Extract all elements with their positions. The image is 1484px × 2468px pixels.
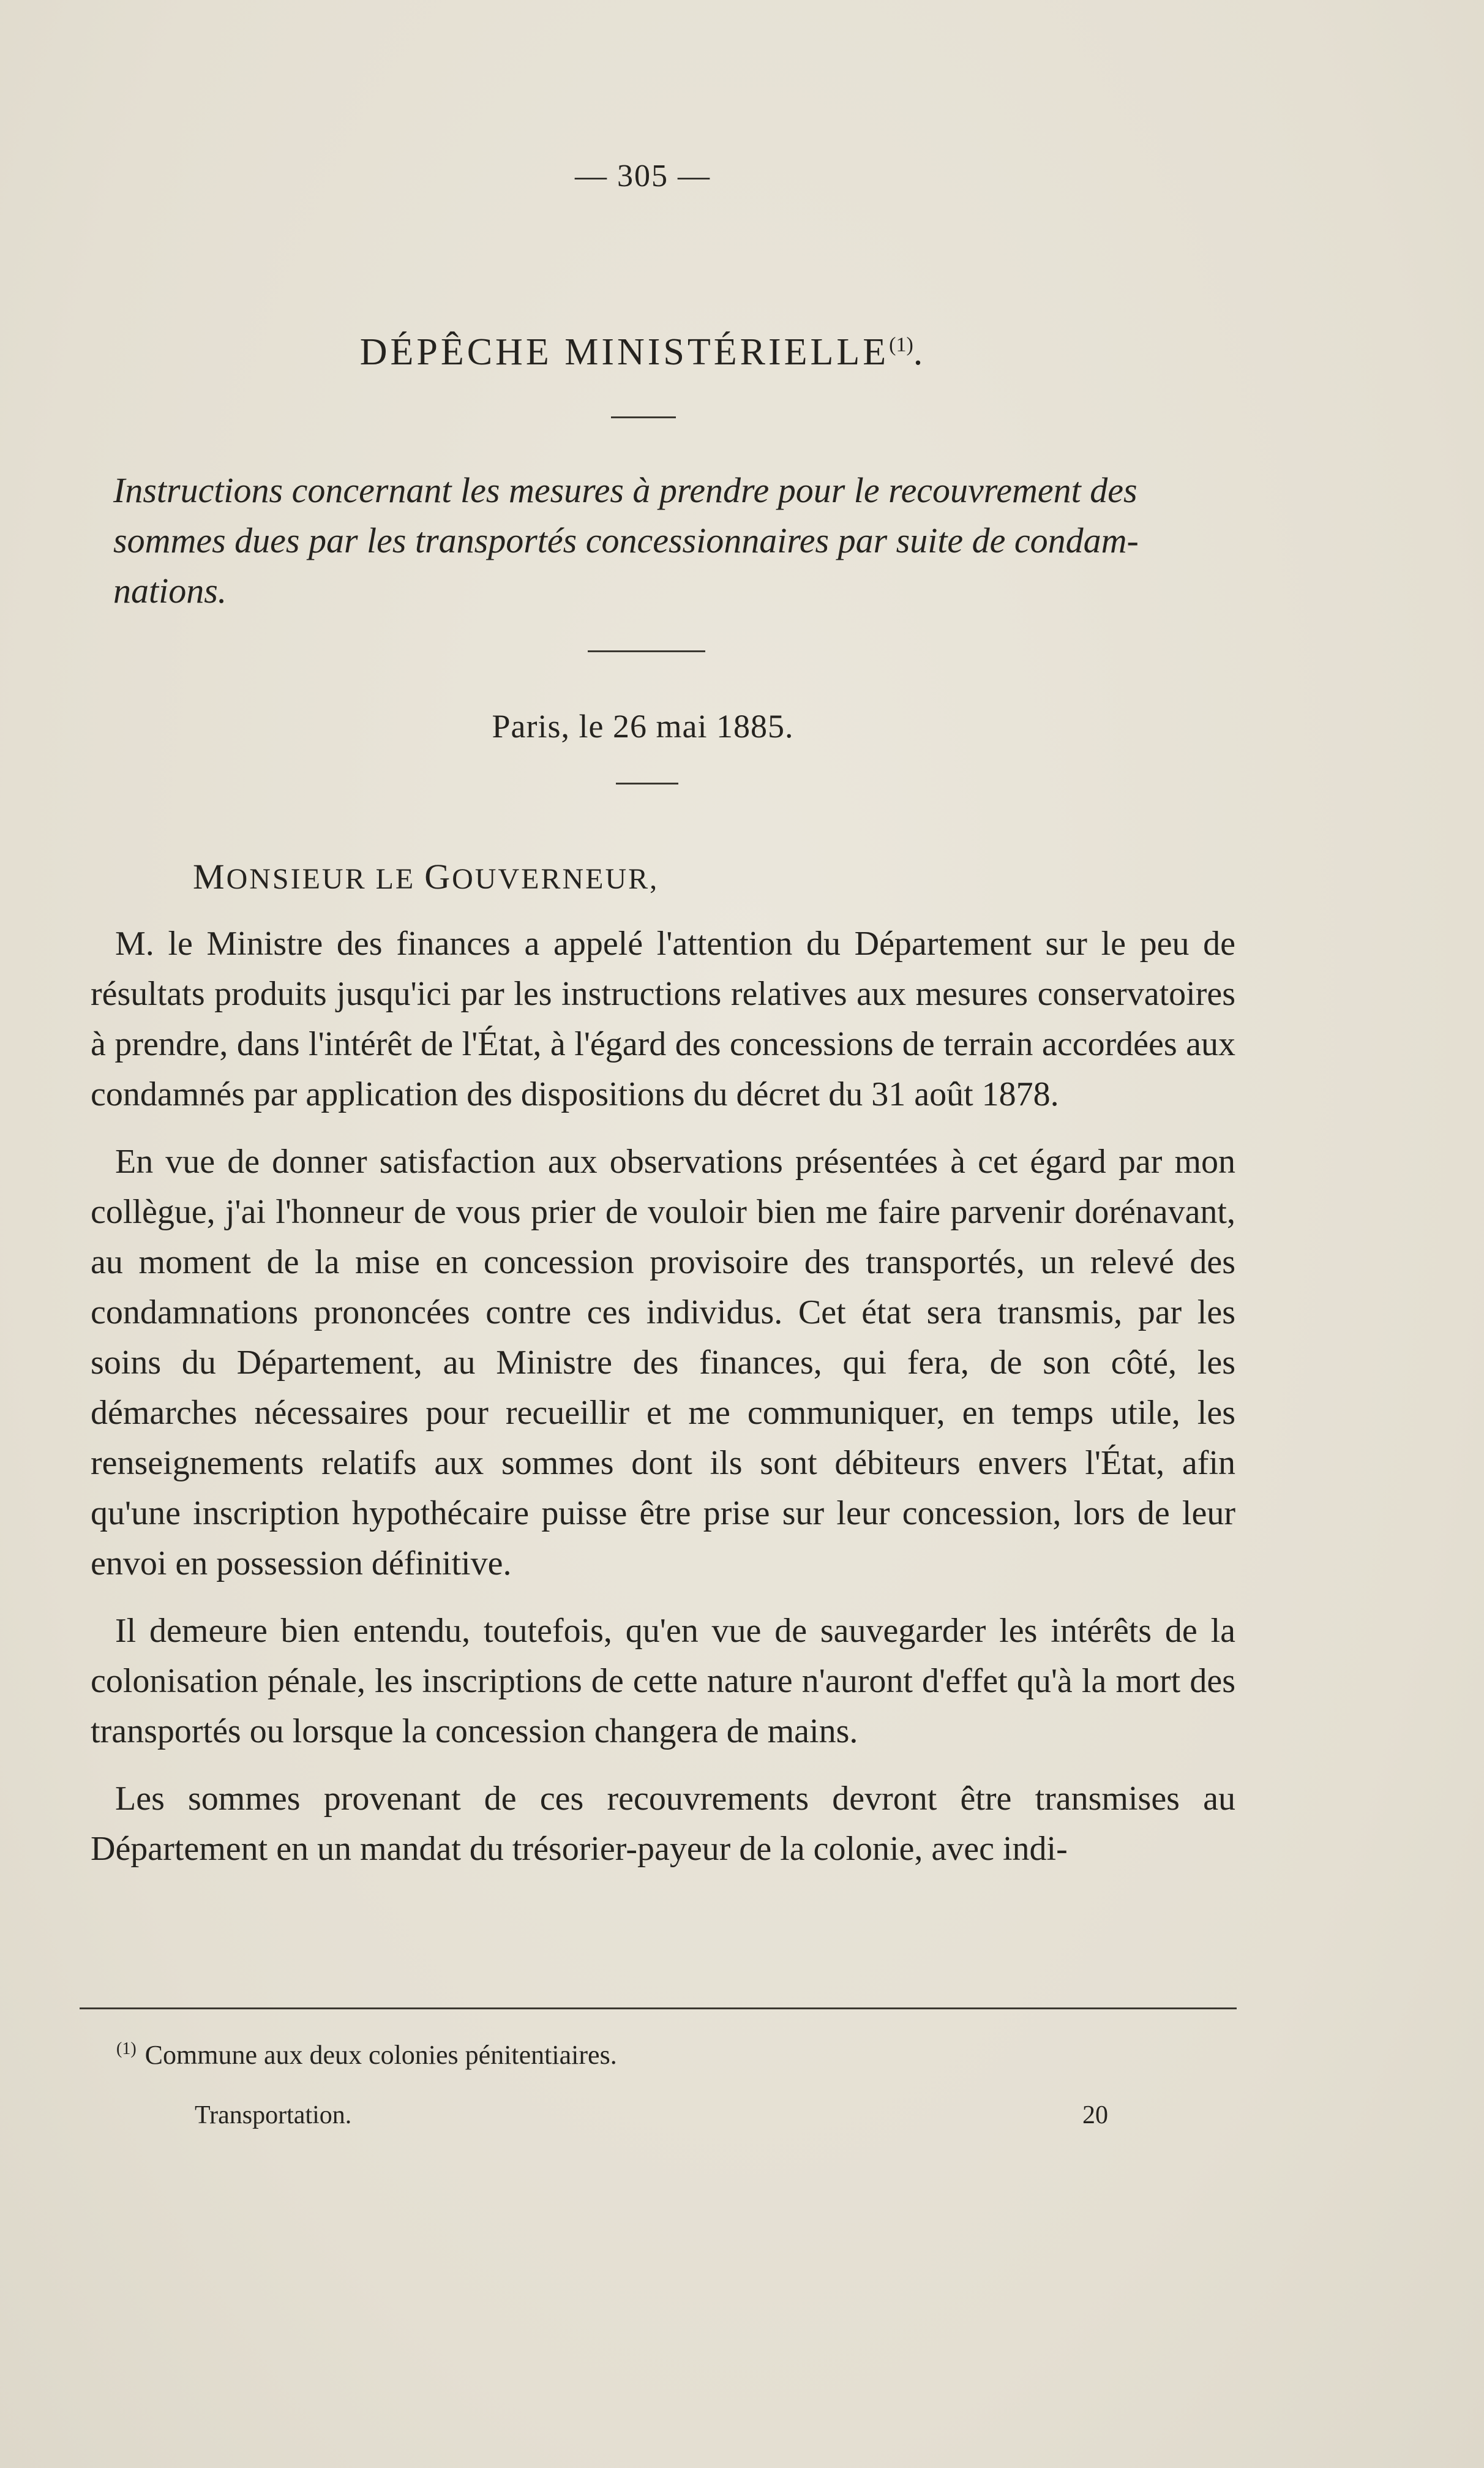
salutation-cap-m: M [193, 857, 227, 897]
footnote-text: Commune aux deux colonies pénitentiaires. [144, 2040, 617, 2070]
title-rule [611, 416, 676, 418]
letter-body [91, 919, 1235, 1891]
body-paragraph: M. le Ministre des finances a appelé l'attention du Département sur le peu de résultats produits jusqu'ici par les instructions relatives aux mesures conservatoires à prendre, dans l'intérêt de l'État, à l'égard des concessions de terrain accordées aux condamnés par application des dispositions du décret du 31 août 1878. [91, 925, 1235, 1113]
title-footnote-mark: (1) [889, 333, 913, 356]
dateline-rule [616, 783, 678, 784]
footnote-rule [80, 2007, 1237, 2009]
summary-line: Instructions concernant les mesures à prendre pour le recouvrement des [113, 470, 1137, 510]
salutation-le: LE [375, 863, 425, 895]
title-period: . [913, 331, 926, 373]
body-paragraph: Les sommes provenant de ces recouvrements devront être transmises au Département en un mandat du trésorier-payeur de la colonie, avec indi- [91, 1780, 1235, 1868]
body-paragraph: Il demeure bien entendu, toutefois, qu'en vue de sauvegarder les intérêts de la colonisation pénale, les inscriptions de cette nature n'auront d'effet qu'à la mort des transportés ou lorsque la concession changera de mains. [91, 1612, 1235, 1750]
salutation-ouverneur: OUVERNEUR, [452, 863, 659, 895]
signature-section: Transportation. [195, 2101, 352, 2129]
footnote-mark: (1) [116, 2039, 137, 2059]
summary-line: sommes dues par les transportés concessionnaires par suite de condam- [113, 521, 1139, 560]
dateline: Paris, le 26 mai 1885. [492, 708, 794, 745]
summary-rule [588, 650, 705, 652]
footnote [116, 2039, 617, 2071]
signature-sheet-number: 20 [1082, 2101, 1108, 2129]
body-paragraph: En vue de donner satisfaction aux observations présentées à cet égard par mon collègue, j'ai l'honneur de vous prier de vouloir bien me faire parvenir dorénavant, au moment de la mise en concession provisoire des transportés, un relevé des condamnations prononcées contre ces individus. Cet état sera transmis, par les soins du Département, au Ministre des finances, qui fera, de son côté, les démarches nécessaires pour recueillir et me communiquer, en temps utile, les renseignements relatifs aux sommes dont ils sont débiteurs envers l'État, afin qu'une inscription hypothécaire puisse être prise sur leur concession, lors de leur envoi en possession définitive. [91, 1143, 1235, 1582]
title-text: DÉPÊCHE MINISTÉRIELLE [359, 331, 890, 373]
salutation-cap-g: G [424, 857, 452, 897]
document-title [0, 331, 1286, 374]
salutation [193, 856, 659, 897]
salutation-onsieur: ONSIEUR [226, 863, 376, 895]
summary [113, 465, 1234, 616]
summary-line: nations. [113, 571, 227, 611]
page-number: — 305 — [575, 159, 711, 194]
